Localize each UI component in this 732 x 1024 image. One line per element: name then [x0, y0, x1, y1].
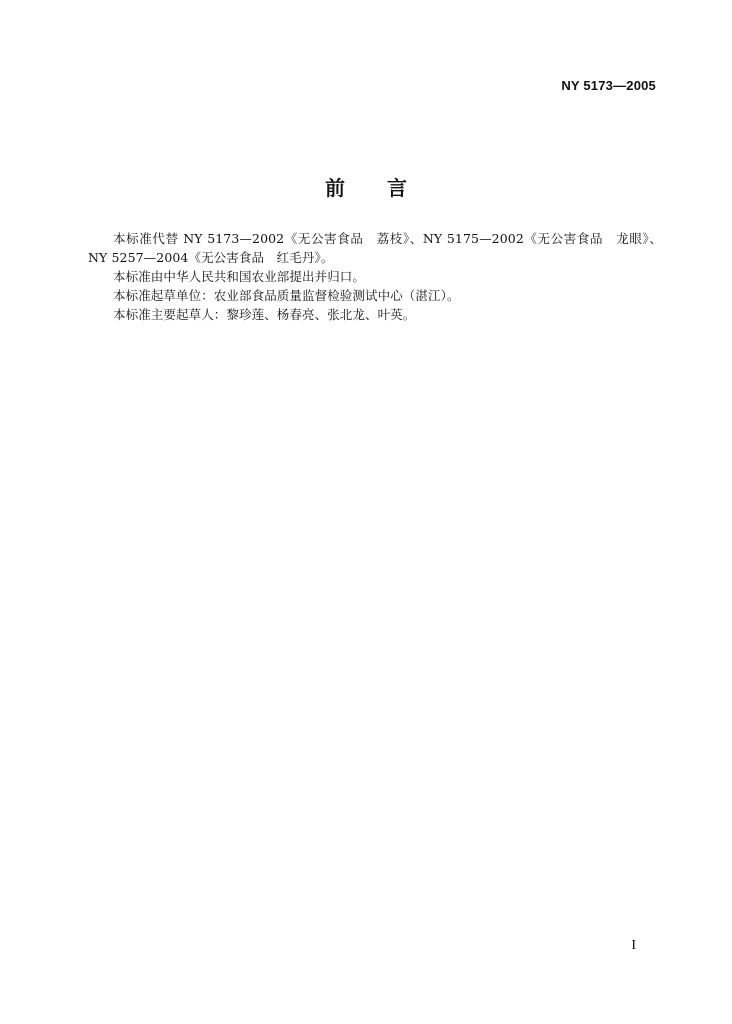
foreword-paragraph-drafters: 本标准主要起草人：黎珍莲、杨春亮、张北龙、叶英。: [113, 307, 416, 322]
foreword-paragraph-drafting-unit: 本标准起草单位：农业部食品质量监督检验测试中心（湛江）。: [113, 288, 460, 303]
document-code: NY 5173—2005: [561, 78, 656, 93]
foreword-body: [88, 229, 662, 324]
page-number: I: [631, 938, 636, 953]
foreword-paragraph-proposer: 本标准由中华人民共和国农业部提出并归口。: [113, 269, 366, 284]
page-title: 前言: [325, 176, 449, 200]
foreword-paragraph-replacement: 本标准代替 NY 5173—2002《无公害食品 荔枝》、NY 5175—2002《无公害食品 龙眼》、NY 5257—2004《无公害食品 红毛丹》。: [88, 231, 662, 265]
